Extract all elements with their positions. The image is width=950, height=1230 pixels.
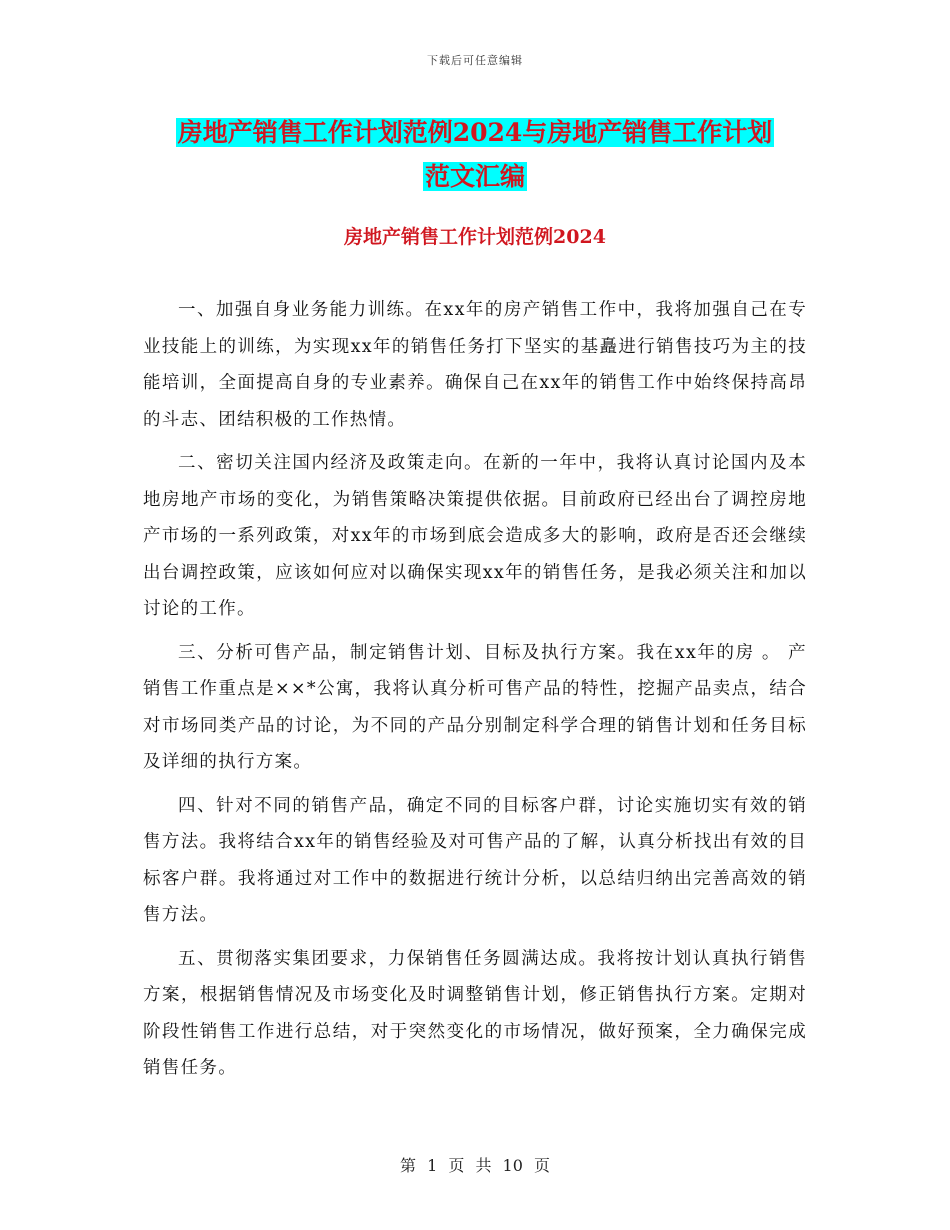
paragraph-4: 四、针对不同的销售产品，确定不同的目标客户群，讨论实施切实有效的销售方法。我将结合xx年的销售经验及对可售产品的了解，认真分析找出有效的目标客户群。我将通过对工作中的数据进行统计分析，以总结归纳出完善高效的销售方法。 — [143, 795, 807, 925]
document-title — [0, 111, 950, 199]
paragraph-5: 五、贯彻落实集团要求，力保销售任务圆满达成。我将按计划认真执行销售方案，根据销售情况及市场变化及时调整销售计划，修正销售执行方案。定期对阶段性销售工作进行总结，对于突然变化的市场情况，做好预案，全力确保完成销售任务。 — [143, 948, 807, 1078]
paragraph-1: 一、加强自身业务能力训练。在xx年的房产销售工作中，我将加强自己在专业技能上的训练，为实现xx年的销售任务打下坚实的基矗进行销售技巧为主的技能培训，全面提高自身的专业素养。确保自己在xx年的销售工作中始终保持高昂的斗志、团结积极的工作热情。 — [143, 300, 807, 430]
section-title: 房地产销售工作计划范例2024 — [344, 226, 606, 248]
document-body — [143, 292, 807, 1094]
document-title-line-1: 房地产销售工作计划范例2024与房地产销售工作计划 — [177, 118, 773, 147]
document-title-line-2: 范文汇编 — [424, 162, 525, 191]
header-note: 下载后可任意编辑 — [427, 54, 523, 67]
paragraph-3: 三、分析可售产品，制定销售计划、目标及执行方案。我在xx年的房 。 产销售工作重点是××*公寓，我将认真分析可售产品的特性，挖掘产品卖点，结合对市场同类产品的讨论，为不同的产品分别制定科学合理的销售计划和任务目标及详细的执行方案。 — [143, 642, 807, 772]
paragraph-2: 二、密切关注国内经济及政策走向。在新的一年中，我将认真讨论国内及本地房地产市场的变化，为销售策略决策提供依据。目前政府已经出台了调控房地产市场的一系列政策，对xx年的市场到底会造成多大的影响，政府是否还会继续出台调控政策，应该如何应对以确保实现xx年的销售任务，是我必须关注和加以讨论的工作。 — [143, 453, 807, 619]
page-indicator: 第 1 页 共 10 页 — [400, 1156, 550, 1175]
